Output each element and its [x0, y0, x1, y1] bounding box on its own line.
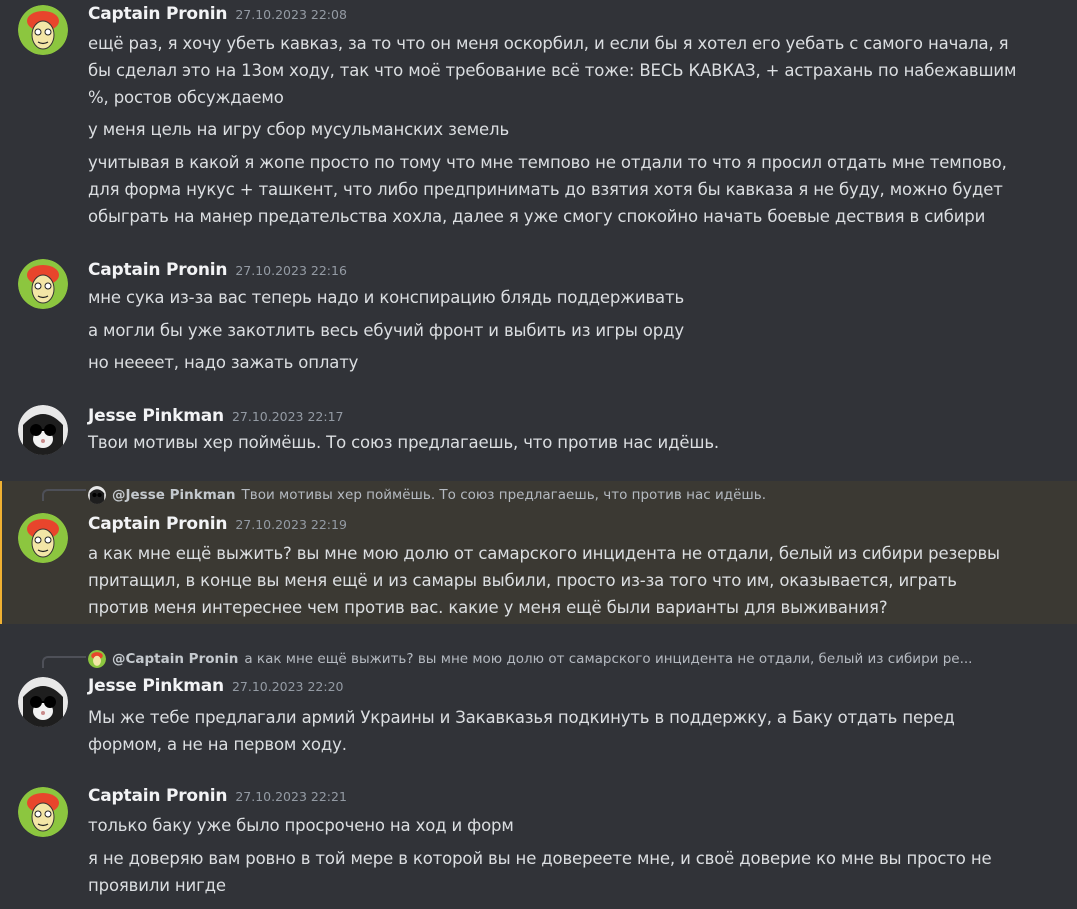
reply-avatar-icon	[88, 650, 106, 668]
reply-username[interactable]: @Jesse Pinkman	[112, 487, 236, 503]
message-text: мне сука из-за вас теперь надо и конспирацию блядь поддерживать	[88, 288, 685, 307]
message-text: для форма нукус + ташкент, что либо предпринимать до взятия хотя бы кавказа я не буду, можно будет	[88, 180, 1003, 199]
reply-text: а как мне ещё выжить? вы мне мою долю от самарского инцидента не отдали, белый из сибири ре...	[244, 651, 973, 667]
message-text: ещё раз, я хочу убеть кавказ, за то что он меня оскорбил, и если бы я хотел его уебать с самого начала, я	[88, 34, 1009, 53]
reply-text: Твои мотивы хер поймёшь. То союз предлагаешь, что против нас идёшь.	[241, 487, 766, 503]
message-text: Твои мотивы хер поймёшь. То союз предлагаешь, что против нас идёшь.	[88, 433, 719, 452]
message-text: формом, а не на первом ходу.	[88, 735, 347, 754]
timestamp: 27.10.2023 22:08	[235, 7, 347, 22]
username[interactable]: Jesse Pinkman	[88, 676, 224, 696]
message-text: проявили нигде	[88, 876, 226, 895]
message-text: но неееет, надо зажать оплату	[88, 353, 359, 372]
reply-username[interactable]: @Captain Pronin	[112, 651, 239, 667]
username[interactable]: Captain Pronin	[88, 514, 228, 534]
timestamp: 27.10.2023 22:19	[235, 517, 347, 532]
message-text: я не доверяю вам ровно в той мере в которой вы не довереете мне, и своё доверие ко мне вы просто не	[88, 849, 992, 868]
timestamp: 27.10.2023 22:21	[235, 789, 347, 804]
username[interactable]: Jesse Pinkman	[88, 406, 224, 426]
message-text: обыграть на манер предательства хохла, далее я уже смогу спокойно начать боевые дествия в сибири	[88, 207, 986, 226]
message-text: учитывая в какой я жопе просто по тому что мне темпово не отдали то что я просил отдать мне темпово,	[88, 153, 1007, 172]
reply-preview[interactable]	[88, 485, 766, 505]
message-text: бы сделал это на 13ом ходу, так что моё требование всё тоже: ВЕСЬ КАВКАЗ, + астрахань по набежавшим	[88, 61, 1017, 80]
message-group	[0, 398, 1077, 468]
message-text: у меня цель на игру сбор мусульманских земель	[88, 120, 510, 139]
timestamp: 27.10.2023 22:16	[235, 263, 347, 278]
avatar-captain-pronin[interactable]	[18, 259, 68, 309]
avatar-captain-pronin[interactable]	[18, 5, 68, 55]
username[interactable]: Captain Pronin	[88, 260, 228, 280]
message-group	[0, 780, 1077, 909]
reply-preview[interactable]	[88, 649, 972, 669]
message-group	[0, 254, 1077, 384]
message-text: только баку уже было просрочено на ход и форм	[88, 816, 514, 835]
message-group	[0, 646, 1077, 766]
message-text: против меня интереснее чем против вас. какие у меня ещё были варианты для выживания?	[88, 598, 888, 617]
message-text: Мы же тебе предлагали армий Украины и Закавказья подкинуть в поддержку, а Баку отдать перед	[88, 708, 955, 727]
reply-spine	[42, 656, 86, 668]
avatar-captain-pronin[interactable]	[18, 513, 68, 563]
message-text: притащил, в конце вы меня ещё и из самары выбили, просто из-за того что им, оказывается, играть	[88, 571, 957, 590]
message-group-highlighted	[0, 481, 1077, 624]
reply-avatar-icon	[88, 486, 106, 504]
avatar-jesse-pinkman[interactable]	[18, 677, 68, 727]
avatar-captain-pronin[interactable]	[18, 787, 68, 837]
username[interactable]: Captain Pronin	[88, 786, 228, 806]
timestamp: 27.10.2023 22:17	[231, 409, 344, 424]
message-text: а как мне ещё выжить? вы мне мою долю от самарского инцидента не отдали, белый из сибири резервы	[88, 544, 1000, 563]
message-text: %, ростов обсуждаемо	[88, 88, 284, 107]
reply-spine	[42, 489, 86, 501]
avatar-jesse-pinkman[interactable]	[18, 405, 68, 455]
username[interactable]: Captain Pronin	[88, 4, 228, 24]
timestamp: 27.10.2023 22:20	[231, 679, 344, 694]
message-group	[0, 0, 1077, 244]
message-text: а могли бы уже закотлить весь ебучий фронт и выбить из игры орду	[88, 321, 684, 340]
